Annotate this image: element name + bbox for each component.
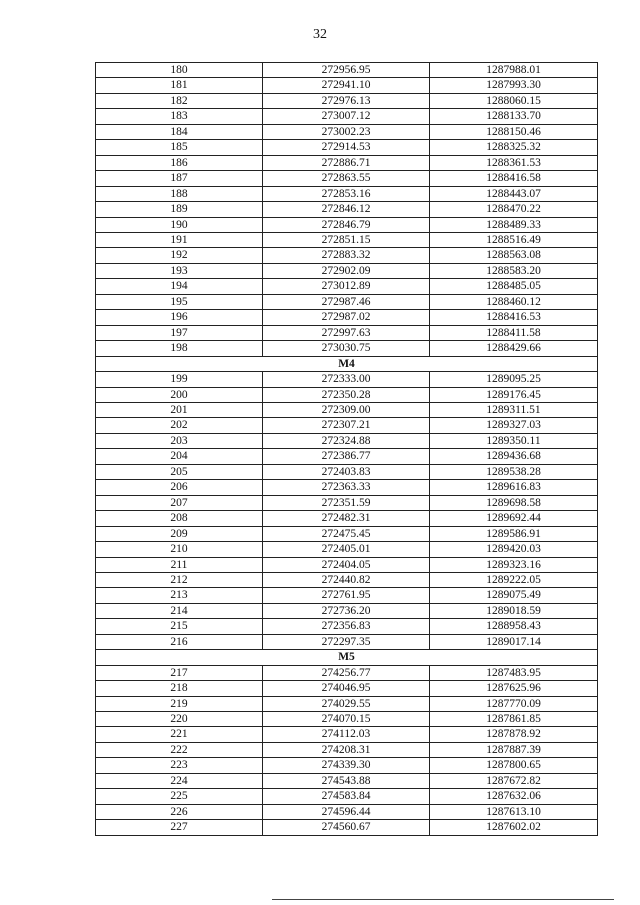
point-number-cell: 203 [96, 433, 263, 448]
x-coordinate-cell: 272886.71 [263, 155, 430, 170]
table-row [96, 186, 598, 201]
y-coordinate-cell: 1289538.28 [430, 464, 598, 479]
point-number-cell: 190 [96, 217, 263, 232]
y-coordinate-cell: 1289176.45 [430, 387, 598, 402]
point-number-cell: 212 [96, 572, 263, 587]
y-coordinate-cell: 1288516.49 [430, 232, 598, 247]
coordinates-table-body [96, 63, 598, 836]
x-coordinate-cell: 272363.33 [263, 480, 430, 495]
x-coordinate-cell: 274596.44 [263, 804, 430, 819]
y-coordinate-cell: 1289420.03 [430, 542, 598, 557]
y-coordinate-cell: 1288958.43 [430, 619, 598, 634]
x-coordinate-cell: 272846.79 [263, 217, 430, 232]
point-number-cell: 189 [96, 202, 263, 217]
x-coordinate-cell: 272356.83 [263, 619, 430, 634]
point-number-cell: 205 [96, 464, 263, 479]
x-coordinate-cell: 274543.88 [263, 773, 430, 788]
point-number-cell: 202 [96, 418, 263, 433]
y-coordinate-cell: 1287993.30 [430, 78, 598, 93]
table-row [96, 449, 598, 464]
table-row [96, 387, 598, 402]
y-coordinate-cell: 1288150.46 [430, 124, 598, 139]
y-coordinate-cell: 1288416.58 [430, 171, 598, 186]
point-number-cell: 182 [96, 93, 263, 108]
point-number-cell: 186 [96, 155, 263, 170]
page-number: 32 [313, 27, 327, 42]
x-coordinate-cell: 273007.12 [263, 109, 430, 124]
point-number-cell: 193 [96, 263, 263, 278]
point-number-cell: 188 [96, 186, 263, 201]
point-number-cell: 199 [96, 372, 263, 387]
point-number-cell: 204 [96, 449, 263, 464]
table-row [96, 155, 598, 170]
x-coordinate-cell: 274560.67 [263, 820, 430, 835]
y-coordinate-cell: 1288583.20 [430, 263, 598, 278]
x-coordinate-cell: 274112.03 [263, 727, 430, 742]
section-label: M4 [96, 356, 598, 371]
table-row [96, 603, 598, 618]
table-row [96, 341, 598, 356]
y-coordinate-cell: 1289350.11 [430, 433, 598, 448]
y-coordinate-cell: 1289075.49 [430, 588, 598, 603]
table-row [96, 171, 598, 186]
point-number-cell: 200 [96, 387, 263, 402]
table-row [96, 557, 598, 572]
x-coordinate-cell: 272440.82 [263, 572, 430, 587]
y-coordinate-cell: 1288133.70 [430, 109, 598, 124]
x-coordinate-cell: 272902.09 [263, 263, 430, 278]
table-row [96, 495, 598, 510]
section-header-row [96, 650, 598, 665]
table-row [96, 773, 598, 788]
y-coordinate-cell: 1287861.85 [430, 712, 598, 727]
point-number-cell: 226 [96, 804, 263, 819]
x-coordinate-cell: 272309.00 [263, 402, 430, 417]
table-row [96, 464, 598, 479]
y-coordinate-cell: 1288563.08 [430, 248, 598, 263]
table-row [96, 511, 598, 526]
table-row [96, 572, 598, 587]
x-coordinate-cell: 272350.28 [263, 387, 430, 402]
table-row [96, 727, 598, 742]
point-number-cell: 206 [96, 480, 263, 495]
table-row [96, 78, 598, 93]
table-row [96, 712, 598, 727]
y-coordinate-cell: 1287878.92 [430, 727, 598, 742]
x-coordinate-cell: 274339.30 [263, 758, 430, 773]
y-coordinate-cell: 1289586.91 [430, 526, 598, 541]
y-coordinate-cell: 1287887.39 [430, 742, 598, 757]
y-coordinate-cell: 1287483.95 [430, 665, 598, 680]
point-number-cell: 194 [96, 279, 263, 294]
section-header-row [96, 356, 598, 371]
x-coordinate-cell: 272941.10 [263, 78, 430, 93]
y-coordinate-cell: 1289017.14 [430, 634, 598, 649]
point-number-cell: 196 [96, 310, 263, 325]
y-coordinate-cell: 1289311.51 [430, 402, 598, 417]
x-coordinate-cell: 272976.13 [263, 93, 430, 108]
point-number-cell: 222 [96, 742, 263, 757]
x-coordinate-cell: 273030.75 [263, 341, 430, 356]
y-coordinate-cell: 1289616.83 [430, 480, 598, 495]
x-coordinate-cell: 272405.01 [263, 542, 430, 557]
coordinates-table [95, 62, 598, 836]
table-row [96, 480, 598, 495]
point-number-cell: 197 [96, 325, 263, 340]
x-coordinate-cell: 272987.02 [263, 310, 430, 325]
point-number-cell: 215 [96, 619, 263, 634]
y-coordinate-cell: 1287613.10 [430, 804, 598, 819]
point-number-cell: 216 [96, 634, 263, 649]
point-number-cell: 185 [96, 140, 263, 155]
point-number-cell: 192 [96, 248, 263, 263]
x-coordinate-cell: 272333.00 [263, 372, 430, 387]
table-row [96, 93, 598, 108]
y-coordinate-cell: 1289692.44 [430, 511, 598, 526]
x-coordinate-cell: 274583.84 [263, 789, 430, 804]
x-coordinate-cell: 272914.53 [263, 140, 430, 155]
point-number-cell: 201 [96, 402, 263, 417]
y-coordinate-cell: 1288489.33 [430, 217, 598, 232]
x-coordinate-cell: 272846.12 [263, 202, 430, 217]
y-coordinate-cell: 1289095.25 [430, 372, 598, 387]
x-coordinate-cell: 274029.55 [263, 696, 430, 711]
point-number-cell: 208 [96, 511, 263, 526]
x-coordinate-cell: 272475.45 [263, 526, 430, 541]
y-coordinate-cell: 1289222.05 [430, 572, 598, 587]
table-row [96, 634, 598, 649]
y-coordinate-cell: 1289323.16 [430, 557, 598, 572]
y-coordinate-cell: 1289327.03 [430, 418, 598, 433]
y-coordinate-cell: 1288460.12 [430, 294, 598, 309]
y-coordinate-cell: 1289436.68 [430, 449, 598, 464]
table-row [96, 820, 598, 835]
footer-divider [272, 899, 614, 900]
x-coordinate-cell: 272851.15 [263, 232, 430, 247]
point-number-cell: 181 [96, 78, 263, 93]
x-coordinate-cell: 272997.63 [263, 325, 430, 340]
table-row [96, 526, 598, 541]
table-row [96, 140, 598, 155]
point-number-cell: 220 [96, 712, 263, 727]
x-coordinate-cell: 272404.05 [263, 557, 430, 572]
y-coordinate-cell: 1287770.09 [430, 696, 598, 711]
point-number-cell: 219 [96, 696, 263, 711]
point-number-cell: 217 [96, 665, 263, 680]
y-coordinate-cell: 1288060.15 [430, 93, 598, 108]
table-row [96, 263, 598, 278]
point-number-cell: 207 [96, 495, 263, 510]
table-row [96, 310, 598, 325]
point-number-cell: 213 [96, 588, 263, 603]
x-coordinate-cell: 272386.77 [263, 449, 430, 464]
x-coordinate-cell: 274046.95 [263, 681, 430, 696]
point-number-cell: 224 [96, 773, 263, 788]
table-row [96, 789, 598, 804]
point-number-cell: 209 [96, 526, 263, 541]
y-coordinate-cell: 1288325.32 [430, 140, 598, 155]
x-coordinate-cell: 272956.95 [263, 63, 430, 78]
point-number-cell: 225 [96, 789, 263, 804]
table-row [96, 402, 598, 417]
point-number-cell: 223 [96, 758, 263, 773]
x-coordinate-cell: 272736.20 [263, 603, 430, 618]
y-coordinate-cell: 1288411.58 [430, 325, 598, 340]
y-coordinate-cell: 1288485.05 [430, 279, 598, 294]
x-coordinate-cell: 272297.35 [263, 634, 430, 649]
x-coordinate-cell: 272883.32 [263, 248, 430, 263]
x-coordinate-cell: 272403.83 [263, 464, 430, 479]
table-row [96, 758, 598, 773]
table-row [96, 124, 598, 139]
y-coordinate-cell: 1289018.59 [430, 603, 598, 618]
table-row [96, 696, 598, 711]
table-row [96, 681, 598, 696]
table-row [96, 418, 598, 433]
x-coordinate-cell: 272761.95 [263, 588, 430, 603]
table-row [96, 804, 598, 819]
point-number-cell: 227 [96, 820, 263, 835]
table-row [96, 325, 598, 340]
table-row [96, 109, 598, 124]
y-coordinate-cell: 1288429.66 [430, 341, 598, 356]
y-coordinate-cell: 1287800.65 [430, 758, 598, 773]
table-row [96, 619, 598, 634]
x-coordinate-cell: 274208.31 [263, 742, 430, 757]
table-row [96, 294, 598, 309]
point-number-cell: 187 [96, 171, 263, 186]
point-number-cell: 210 [96, 542, 263, 557]
x-coordinate-cell: 272987.46 [263, 294, 430, 309]
y-coordinate-cell: 1288443.07 [430, 186, 598, 201]
y-coordinate-cell: 1288416.53 [430, 310, 598, 325]
table-row [96, 542, 598, 557]
x-coordinate-cell: 274070.15 [263, 712, 430, 727]
table-row [96, 279, 598, 294]
table-row [96, 202, 598, 217]
y-coordinate-cell: 1287988.01 [430, 63, 598, 78]
point-number-cell: 183 [96, 109, 263, 124]
y-coordinate-cell: 1288470.22 [430, 202, 598, 217]
x-coordinate-cell: 272324.88 [263, 433, 430, 448]
x-coordinate-cell: 273012.89 [263, 279, 430, 294]
point-number-cell: 184 [96, 124, 263, 139]
point-number-cell: 211 [96, 557, 263, 572]
table-row [96, 588, 598, 603]
x-coordinate-cell: 272482.31 [263, 511, 430, 526]
x-coordinate-cell: 274256.77 [263, 665, 430, 680]
y-coordinate-cell: 1287602.02 [430, 820, 598, 835]
table-row [96, 63, 598, 78]
point-number-cell: 218 [96, 681, 263, 696]
y-coordinate-cell: 1287632.06 [430, 789, 598, 804]
point-number-cell: 195 [96, 294, 263, 309]
y-coordinate-cell: 1289698.58 [430, 495, 598, 510]
table-row [96, 248, 598, 263]
point-number-cell: 191 [96, 232, 263, 247]
x-coordinate-cell: 272307.21 [263, 418, 430, 433]
section-label: M5 [96, 650, 598, 665]
point-number-cell: 221 [96, 727, 263, 742]
table-row [96, 433, 598, 448]
x-coordinate-cell: 272853.16 [263, 186, 430, 201]
x-coordinate-cell: 272863.55 [263, 171, 430, 186]
table-row [96, 742, 598, 757]
table-row [96, 232, 598, 247]
point-number-cell: 198 [96, 341, 263, 356]
y-coordinate-cell: 1287625.96 [430, 681, 598, 696]
point-number-cell: 214 [96, 603, 263, 618]
point-number-cell: 180 [96, 63, 263, 78]
table-row [96, 665, 598, 680]
x-coordinate-cell: 272351.59 [263, 495, 430, 510]
x-coordinate-cell: 273002.23 [263, 124, 430, 139]
table-row [96, 372, 598, 387]
y-coordinate-cell: 1288361.53 [430, 155, 598, 170]
table-row [96, 217, 598, 232]
y-coordinate-cell: 1287672.82 [430, 773, 598, 788]
